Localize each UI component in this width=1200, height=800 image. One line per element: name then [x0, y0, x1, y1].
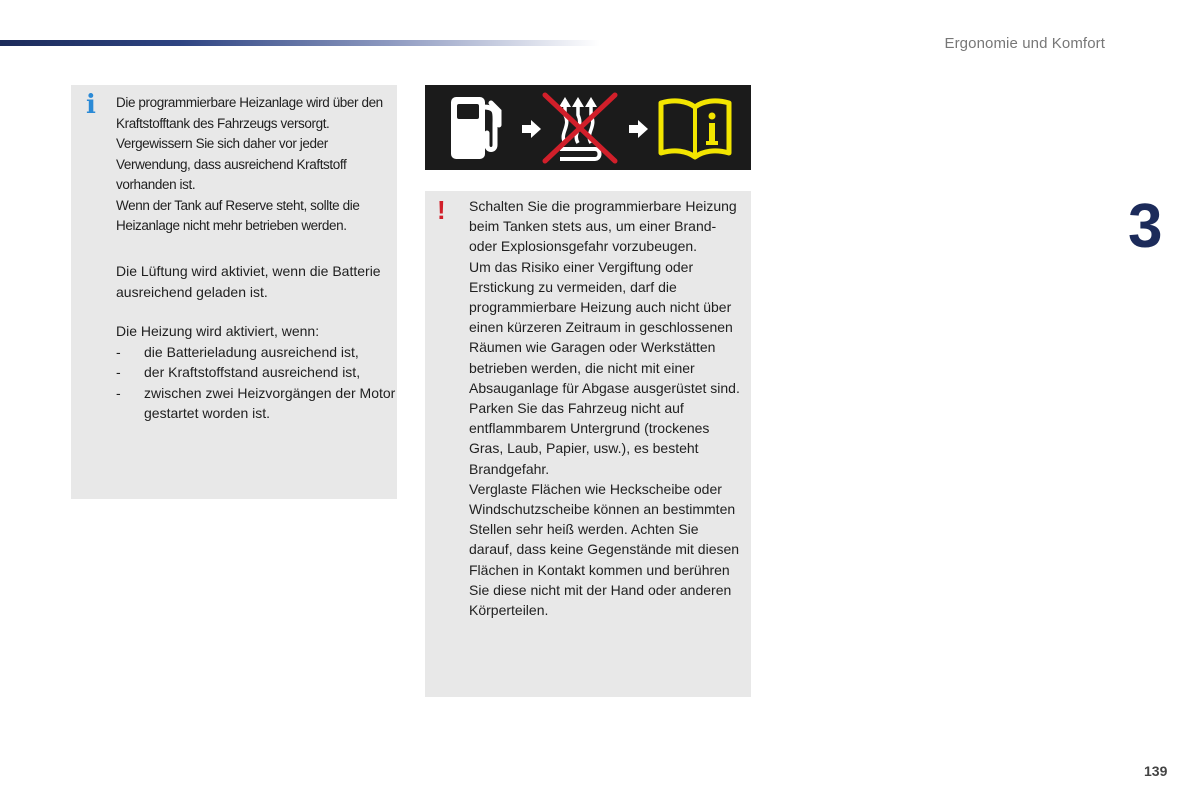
info-icon: i — [86, 90, 96, 120]
chapter-number: 3 — [1128, 192, 1163, 261]
section-title: Ergonomie und Komfort — [944, 35, 1105, 52]
list-item: - zwischen zwei Heizvorgängen der Motor gestartet worden ist. — [116, 383, 396, 424]
warning-box — [425, 191, 751, 697]
manual-book-icon — [661, 101, 729, 157]
arrow-right-icon — [522, 120, 541, 138]
warning-paragraph: Schalten Sie die programmierbare Heizung beim Tanken stets aus, um einer Brand- oder Explosionsgefahr vorzubeugen. — [469, 198, 737, 255]
header-gradient-bar — [0, 40, 600, 46]
info-paragraph: Wenn der Tank auf Reserve steht, sollte die Heizanlage nicht mehr betrieben werden. — [116, 197, 360, 233]
warning-box-text — [469, 196, 744, 620]
ventilation-text — [116, 261, 396, 302]
list-item: - der Kraftstoffstand ausreichend ist, — [116, 362, 396, 383]
info-box — [71, 85, 397, 499]
warning-paragraph: Um das Risiko einer Vergiftung oder Erstickung zu vermeiden, darf die programmierbare Heizung auch nicht über einen kürzeren Zeitraum in geschlossenen Räumen wie Garagen oder Werkstätten betrieben werden, die nicht mit einer Absauganlage für Abgase ausgerüstet sind. — [469, 258, 740, 396]
heating-conditions — [116, 321, 396, 424]
info-box-text — [116, 93, 396, 237]
info-paragraph: Die programmierbare Heizanlage wird über den Kraftstofftank des Fahrzeugs versorgt. Vergewissern Sie sich daher vor jeder Verwendung, dass ausreichend Kraftstoff vorhanden ist. — [116, 95, 383, 192]
warning-paragraph: Parken Sie das Fahrzeug nicht auf entflammbarem Untergrund (trockenes Gras, Laub, Papier, usw.), es besteht Brandgefahr. — [469, 400, 710, 477]
page-number: 139 — [1144, 763, 1168, 779]
ventilation-paragraph: Die Lüftung wird aktiviet, wenn die Batterie ausreichend geladen ist. — [116, 263, 381, 300]
heater-crossed-out-icon — [545, 95, 615, 161]
heating-conditions-list — [116, 342, 396, 424]
pictogram-svg — [425, 85, 751, 170]
heating-intro: Die Heizung wird aktiviert, wenn: — [116, 323, 320, 339]
arrow-right-icon — [629, 120, 648, 138]
fuel-pump-icon — [451, 97, 499, 159]
pictogram-strip — [425, 85, 751, 170]
list-item: - die Batterieladung ausreichend ist, — [116, 342, 396, 363]
warning-exclamation-icon: ! — [437, 195, 446, 225]
warning-paragraph: Verglaste Flächen wie Heckscheibe oder Windschutzscheibe können an bestimmten Stellen sehr heiß werden. Achten Sie darauf, dass keine Gegenstände mit diesen Flächen in Kontakt kommen und berühren Sie diese nicht mit der Hand oder anderen Körperteilen. — [469, 480, 740, 619]
